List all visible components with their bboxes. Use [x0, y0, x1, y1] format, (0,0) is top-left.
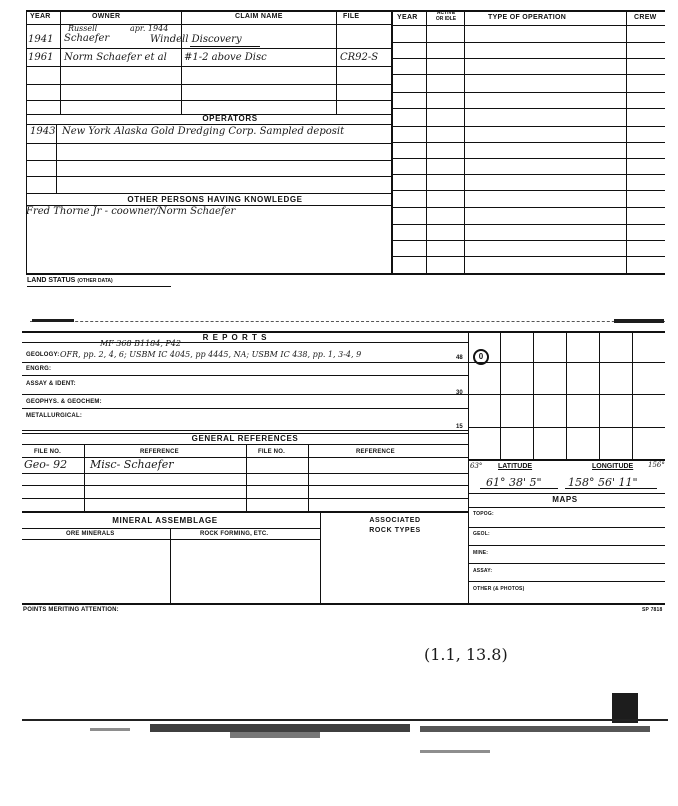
active-label: ACTIVE	[436, 10, 456, 16]
grid-row	[468, 394, 665, 395]
footer-rule	[22, 603, 665, 605]
operators-header: OPERATORS	[202, 114, 258, 123]
scan-smudge	[150, 724, 410, 732]
row-rule	[26, 100, 392, 101]
maps-title: MAPS	[552, 495, 578, 504]
maps-row-rule	[468, 581, 665, 582]
maps-row-rule	[468, 527, 665, 528]
maps-rule	[468, 493, 665, 494]
land-status	[27, 277, 113, 284]
row1-year: 1941	[28, 34, 54, 45]
scan-smudge	[420, 726, 650, 732]
report-num-30: 30	[456, 390, 463, 396]
longitude-value: 158° 56' 11"	[568, 476, 638, 489]
gen-ref-row-rule	[22, 473, 468, 474]
top-section-bottom-rule	[26, 273, 665, 275]
location-top-rule	[468, 459, 665, 461]
row2-year: 1961	[28, 52, 54, 63]
land-status-underline	[27, 286, 171, 287]
report-label-geophys: GEOPHYS. & GEOCHEM:	[26, 399, 102, 405]
col-divider	[60, 10, 61, 114]
col-divider	[336, 10, 337, 114]
right-header-crew: CREW	[634, 14, 657, 21]
reports-row-rule	[22, 375, 468, 376]
row-rule	[26, 160, 392, 161]
right-row	[391, 92, 665, 93]
right-row	[391, 190, 665, 191]
latitude-label: LATITUDE	[498, 463, 533, 470]
idle-label: OR IDLE	[435, 16, 457, 22]
report-label-assay: ASSAY & IDENT:	[26, 381, 76, 387]
mineral-rock-header: ROCK FORMING, ETC.	[200, 531, 269, 537]
mineral-ore-header: ORE MINERALS	[66, 531, 115, 537]
scan-smudge	[90, 728, 130, 731]
scan-line	[30, 321, 665, 322]
row-rule	[26, 143, 392, 144]
row1-claim-name: Windell Discovery	[150, 34, 242, 45]
row-rule	[26, 193, 392, 194]
reports-row-rule	[22, 430, 468, 431]
right-row	[391, 42, 665, 43]
operators-rule-bottom	[26, 124, 392, 125]
maps-mine: MINE:	[473, 550, 489, 556]
scan-smudge	[614, 319, 664, 323]
form-code: SP 7818	[642, 607, 663, 613]
right-header-active	[428, 10, 464, 22]
lon-suffix: 156°	[648, 461, 665, 469]
right-row	[391, 174, 665, 175]
maps-assay: ASSAY:	[473, 568, 493, 574]
right-row	[391, 108, 665, 109]
report-value-geology: OFR, pp. 2, 4, 6; USBM IC 4045, pp 4445, NA; USBM IC 438, pp. 1, 3-4, 9	[60, 350, 362, 359]
gen-ref-col	[246, 444, 247, 512]
gen-ref-title: GENERAL REFERENCES	[191, 434, 299, 443]
mineral-col	[320, 511, 321, 603]
mineral-rule	[22, 539, 320, 540]
row2-claim-name: #1-2 above Disc	[184, 52, 267, 63]
coordinate-note: (1.1, 13.8)	[424, 645, 508, 664]
scan-smudge	[420, 750, 490, 753]
gen-ref-rule	[22, 444, 468, 445]
maps-row-rule	[468, 545, 665, 546]
grid-circle-mark: 0	[473, 349, 489, 365]
left-border	[26, 10, 27, 274]
gen-ref-header-reference-2: REFERENCE	[356, 449, 395, 455]
maps-topog: TOPOG:	[473, 511, 494, 517]
report-label-metallurgical: METALLURGICAL:	[26, 413, 83, 419]
reports-row-rule	[22, 408, 468, 409]
right-row	[391, 126, 665, 127]
points-meriting-attention: POINTS MERITING ATTENTION:	[23, 607, 119, 613]
row2-file: CR92-S	[340, 52, 379, 63]
top-rule	[26, 10, 392, 12]
col-divider	[56, 124, 57, 194]
gen-ref-bottom-rule	[22, 511, 468, 513]
gen-ref-col	[308, 444, 309, 512]
grid-col	[599, 331, 600, 459]
col-header-owner: OWNER	[92, 13, 121, 20]
right-row	[391, 58, 665, 59]
rock-types-label: ROCK TYPES	[369, 527, 421, 534]
report-num-48: 48	[456, 355, 463, 361]
row1-owner: Schaefer	[64, 33, 110, 44]
col-header-file: FILE	[343, 13, 360, 20]
grid-col	[500, 331, 501, 459]
report-label-geology: GEOLOGY:	[26, 352, 60, 358]
scan-smudge	[230, 732, 320, 738]
scan-smudge	[32, 319, 74, 322]
maps-other: OTHER (& PHOTOS)	[473, 586, 525, 592]
gen-ref-row-rule	[22, 485, 468, 486]
gen-ref-header-reference: REFERENCE	[140, 449, 179, 455]
gen-ref-reference: Misc- Schaefer	[90, 458, 174, 471]
right-row	[391, 256, 665, 257]
associated-label: ASSOCIATED	[369, 517, 421, 524]
right-row	[391, 224, 665, 225]
gen-ref-row-rule	[22, 498, 468, 499]
reports-row-rule	[22, 394, 468, 395]
operator-text: New York Alaska Gold Dredging Corp. Sampled deposit	[62, 126, 345, 137]
gen-ref-header-file-no-2: FILE NO.	[258, 449, 285, 455]
owner-top-note: Russell	[68, 24, 98, 33]
gen-ref-col	[84, 444, 85, 512]
report-num-15: 15	[456, 424, 463, 430]
row-rule	[26, 84, 392, 85]
maps-row-rule	[468, 563, 665, 564]
right-header-type: TYPE OF OPERATION	[488, 14, 567, 21]
gen-ref-header-file-no: FILE NO.	[34, 449, 61, 455]
other-persons-text: Fred Thorne Jr - coowner/Norm Schaefer	[26, 206, 236, 217]
other-persons-header: OTHER PERSONS HAVING KNOWLEDGE	[127, 195, 303, 204]
row-rule	[26, 48, 392, 49]
grid-row	[468, 362, 665, 363]
right-row	[391, 240, 665, 241]
grid-col	[566, 331, 567, 459]
maps-geol: GEOL:	[473, 531, 490, 537]
maps-rule	[468, 507, 665, 508]
grid-row	[468, 427, 665, 428]
right-row	[391, 158, 665, 159]
latitude-value: 61° 38' 5"	[486, 476, 542, 489]
row-rule	[26, 66, 392, 67]
underline	[190, 46, 260, 47]
report-label-engrg: ENGRG:	[26, 366, 52, 372]
reports-rule	[22, 342, 468, 343]
latitude-underline	[480, 488, 558, 489]
row2-owner: Norm Schaefer et al	[64, 52, 167, 63]
reports-title: R E P O R T S	[202, 333, 268, 342]
col-divider	[181, 10, 182, 114]
mineral-title: MINERAL ASSEMBLAGE	[112, 516, 218, 525]
mineral-col	[170, 528, 171, 603]
right-row	[391, 74, 665, 75]
right-row	[391, 25, 665, 26]
row-rule	[26, 176, 392, 177]
claim-top-note: apr. 1944	[130, 24, 169, 33]
col-header-claim-name: CLAIM NAME	[235, 13, 283, 20]
grid-col	[533, 331, 534, 459]
reports-row-rule	[22, 362, 468, 363]
longitude-underline	[565, 488, 657, 489]
reports-handwritten-top: MF 368 B1184, P42	[100, 339, 181, 348]
longitude-label: LONGITUDE	[592, 463, 634, 470]
right-row	[391, 142, 665, 143]
gen-ref-file-no: Geo- 92	[24, 458, 68, 471]
col-header-year: YEAR	[30, 13, 51, 20]
right-row	[391, 207, 665, 208]
land-status-sub: (OTHER DATA)	[77, 278, 113, 284]
mineral-rule	[22, 528, 320, 529]
operator-year: 1943	[30, 126, 56, 137]
gen-ref-rule	[22, 457, 468, 458]
land-status-label: LAND STATUS	[27, 277, 76, 284]
right-header-year: YEAR	[397, 14, 418, 21]
scan-bottom-rule	[22, 719, 668, 721]
grid-col	[632, 331, 633, 459]
reports-top-rule	[22, 331, 665, 333]
lat-prefix: 63°	[470, 462, 483, 470]
